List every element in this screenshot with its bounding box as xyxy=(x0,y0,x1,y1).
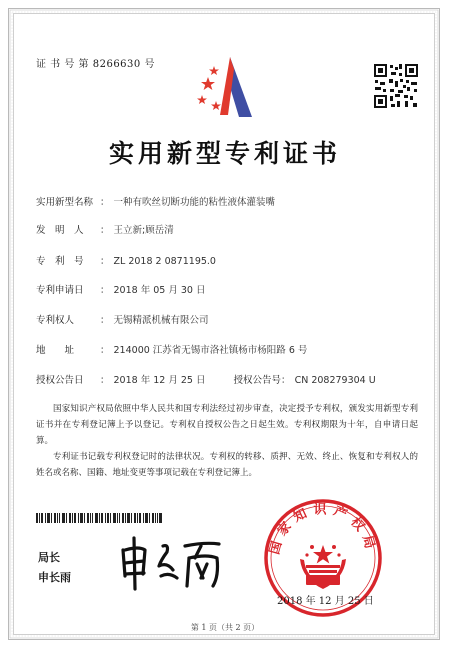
cnipa-emblem-icon xyxy=(190,55,270,120)
field-utility-model-name: 实用新型名称 ： 一种有吹丝切断功能的粘性液体灌装嘴 xyxy=(36,197,276,208)
field-patentee: 专利权人 ： 无锡精派机械有限公司 xyxy=(36,315,209,326)
barcode-icon xyxy=(36,513,162,523)
field-filing-date: 专利申请日 ： 2018 年 05 月 30 日 xyxy=(36,285,206,296)
director-title: 局长 xyxy=(38,551,60,564)
announcement-number-label: 授权公告号 xyxy=(233,375,282,386)
announcement-number-value: CN 208279304 U xyxy=(294,375,376,386)
certificate-title: 实用新型专利证书 xyxy=(108,139,341,168)
field-announcement-date: 授权公告日 ： 2018 年 12 月 25 日 授权公告号： CN 208279304 U xyxy=(36,375,376,386)
statement-paragraph-2: 专利证书记载专利权登记时的法律状况。专利权的转移、质押、无效、终止、恢复和专利权人的姓名或名称、国籍、地址变更等事项记载在专利登记簿上。 xyxy=(36,452,418,478)
seal-date: 2018 年 12 月 25 日 xyxy=(277,596,374,607)
seal-text: 国家知识产权局 xyxy=(267,502,379,557)
field-inventor: 发 明 人 ： 王立新;顾岳清 xyxy=(36,225,174,236)
field-address: 地 址 ： 214000 江苏省无锡市洛社镇杨市杨阳路 6 号 xyxy=(36,345,308,356)
statement-paragraph-1: 国家知识产权局依照中华人民共和国专利法经过初步审查，决定授予专利权，颁发实用新型专利证书并在专利登记簿上予以登记。专利权自授权公告之日起生效。专利权期限为十年，自申请日起算。 xyxy=(36,404,418,446)
director-name: 申长雨 xyxy=(38,571,71,584)
certificate-number: 证 书 号 第 8266630 号 xyxy=(36,59,155,70)
qr-code-icon xyxy=(373,63,419,109)
field-patent-number: 专 利 号 ： ZL 2018 2 0871195.0 xyxy=(36,256,216,267)
page-indicator: 第 1 页（共 2 页） xyxy=(190,623,260,632)
director-signature xyxy=(115,532,230,592)
